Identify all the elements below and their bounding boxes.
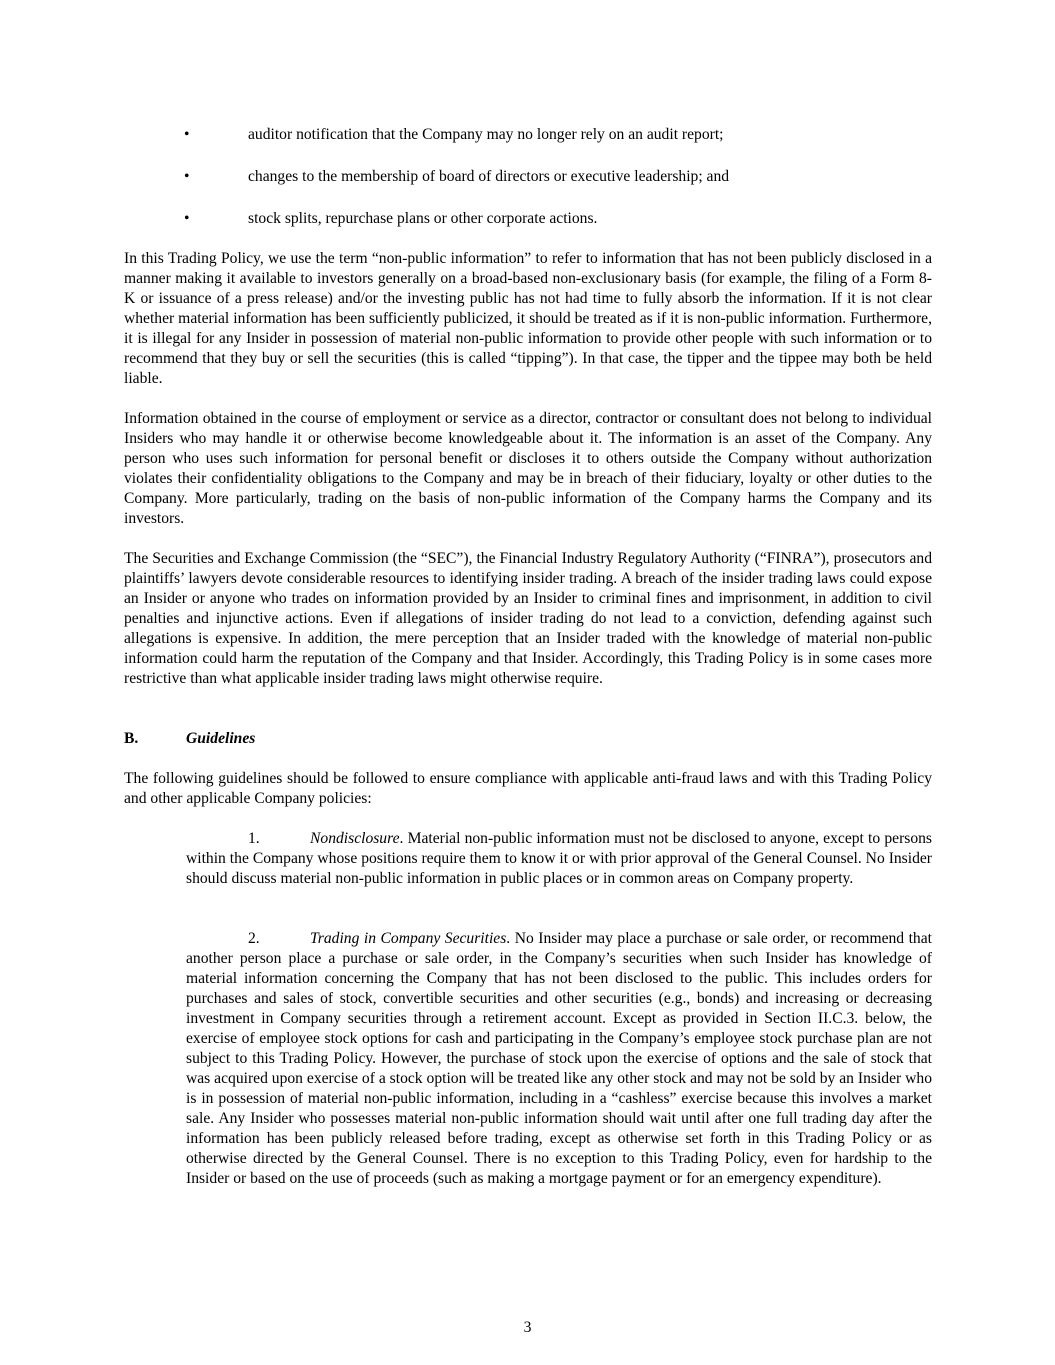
guideline-item-trading [186, 929, 932, 1189]
guideline-number: 2. [248, 930, 260, 947]
bullet-icon: • [184, 126, 190, 143]
bullet-item [124, 209, 932, 251]
section-intro: The following guidelines should be followed to ensure compliance with applicable anti-fraud laws and with this Trading Policy and other applicable Company policies: [124, 770, 932, 807]
paragraph-sec-finra: The Securities and Exchange Commission (the “SEC”), the Financial Industry Regulatory Authority (“FINRA”), prosecutors and plaintiffs’ lawyers devote considerable resources to identifying insider trading. A breach of the insider trading laws could expose an Insider or anyone who trades on information provided by an Insider to criminal fines and imprisonment, in addition to civil penalties and injunctive actions. Even if allegations of insider trading do not lead to a conviction, defending against such allegations is expensive. In addition, the mere perception that an Insider traded with the knowledge of material non-public information could harm the reputation of the Company and that Insider. Accordingly, this Trading Policy is in some cases more restrictive than what applicable insider trading laws might otherwise require. [124, 550, 932, 687]
guideline-title: Trading in Company Securities [310, 930, 507, 947]
bullet-text: changes to the membership of board of directors or executive leadership; and [248, 168, 730, 185]
bullet-icon: • [184, 168, 190, 185]
bullet-text: auditor notification that the Company may no longer rely on an audit report; [248, 126, 724, 143]
guideline-body: . No Insider may place a purchase or sale order, or recommend that another person place a purchase or sale order, in the Company’s securities when such Insider has knowledge of material information concerning the Company that has not been disclosed to the public. This includes orders for purchases and sales of stock, convertible securities and other securities (e.g., bonds) and increasing or decreasing investment in Company securities through a retirement account. Except as provided in Section II.C.3. below, the exercise of employee stock options for cash and participating in the Company’s employee stock purchase plan are not subject to this Trading Policy. However, the purchase of stock upon the exercise of options and the sale of stock that was acquired upon exercise of a stock option will be treated like any other stock and may not be sold by an Insider who is in possession of material non-public information, including in a “cashless” exercise because this involves a market sale. Any Insider who possesses material non-public information should wait until after one full trading day after the information has been publicly released before trading, except as otherwise set forth in this Trading Policy or as otherwise directed by the General Counsel. There is no exception to this Trading Policy, even for hardship to the Insider or based on the use of proceeds (such as making a mortgage payment or for an emergency expenditure). [186, 930, 932, 1187]
section-title: Guidelines [186, 730, 256, 747]
guideline-title: Nondisclosure [310, 830, 400, 847]
guideline-item-nondisclosure [186, 829, 932, 889]
page-number: 3 [523, 1319, 532, 1336]
bullet-item [124, 125, 932, 167]
bullet-list [124, 125, 932, 251]
bullet-item [124, 167, 932, 209]
paragraph-information-asset: Information obtained in the course of employment or service as a director, contractor or consultant does not belong to individual Insiders who may handle it or otherwise become knowledgeable about it. The information is an asset of the Company. Any person who uses such information for personal benefit or discloses it to others outside the Company without authorization violates their confidentiality obligations to the Company and may be in breach of their fiduciary, loyalty or other duties to the Company. More particularly, trading on the basis of non-public information of the Company harms the Company and its investors. [124, 410, 932, 527]
guideline-number: 1. [248, 830, 260, 847]
paragraph-non-public-information: In this Trading Policy, we use the term “non-public information” to refer to information that has not been publicly disclosed in a manner making it available to investors generally on a broad-based non-exclusionary basis (for example, the filing of a Form 8-K or issuance of a press release) and/or the investing public has not had time to fully absorb the information. If it is not clear whether material information has been sufficiently publicized, it should be treated as if it is non-public information. Furthermore, it is illegal for any Insider in possession of material non-public information to provide other people with such information or to recommend that they buy or sell the securities (this is called “tipping”). In that case, the tipper and the tippee may both be held liable. [124, 250, 932, 387]
bullet-icon: • [184, 210, 190, 227]
section-number: B. [124, 730, 139, 747]
section-heading [124, 729, 255, 749]
guideline-body: . Material non-public information must not be disclosed to anyone, except to persons within the Company whose positions require them to know it or with prior approval of the General Counsel. No Insider should discuss material non-public information in public places or in common areas on Company property. [186, 830, 932, 887]
bullet-text: stock splits, repurchase plans or other corporate actions. [248, 210, 598, 227]
